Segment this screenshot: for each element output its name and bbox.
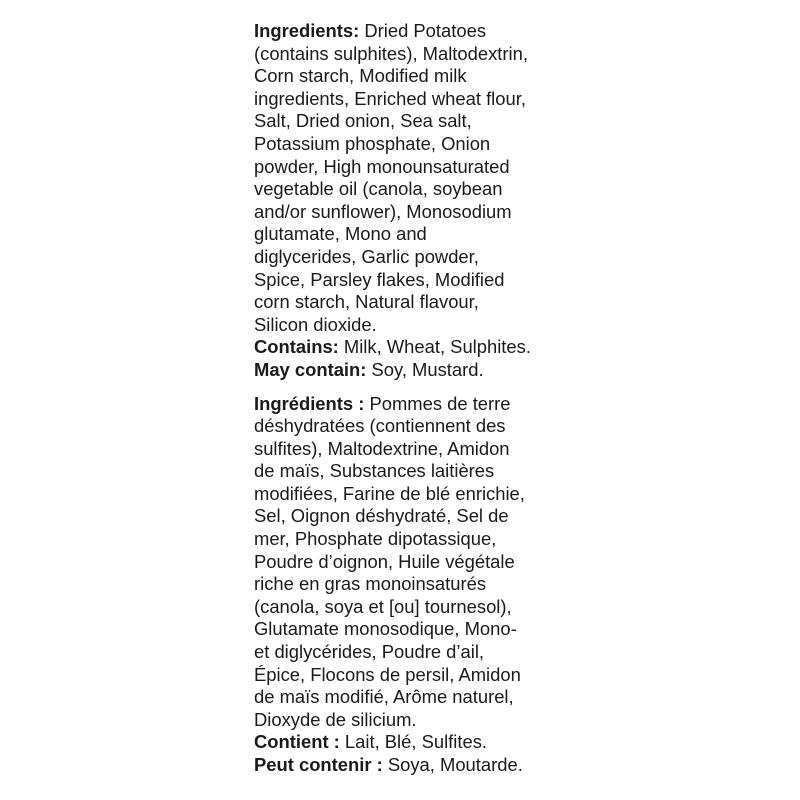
english-may-contain-statement: [254, 359, 554, 382]
english-ingredients-heading: Ingredients:: [254, 20, 360, 41]
french-ingredients-line: sulfites), Maltodextrine, Amidon: [254, 437, 510, 459]
french-ingredients-line: modifiées, Farine de blé enrichie,: [254, 482, 525, 504]
english-ingredients-section: [254, 20, 554, 382]
english-ingredients-line: corn starch, Natural flavour,: [254, 291, 479, 313]
english-ingredients-line: glutamate, Mono and: [254, 223, 427, 245]
french-ingredients-line: Épice, Flocons de persil, Amidon: [254, 663, 521, 685]
english-ingredients-line: (contains sulphites), Maltodextrin,: [254, 42, 528, 64]
english-ingredients-line: ingredients, Enriched wheat flour,: [254, 87, 526, 109]
french-may-contain-heading: Peut contenir :: [254, 754, 383, 775]
english-ingredients-line: Potassium phosphate, Onion: [254, 132, 491, 154]
english-may-contain-heading: May contain:: [254, 358, 367, 380]
french-ingredients-section: [254, 393, 554, 777]
english-ingredients-line: Corn starch, Modified milk: [254, 65, 467, 87]
english-contains-heading: Contains:: [254, 336, 339, 358]
english-contains-statement: [254, 336, 554, 359]
english-ingredients-line: diglycerides, Garlic powder,: [254, 245, 479, 267]
french-ingredients-line: mer, Phosphate dipotassique,: [254, 528, 497, 550]
french-ingredients-line: Poudre d’oignon, Huile végétale: [254, 550, 515, 572]
french-contains-statement: [254, 731, 554, 754]
english-ingredients-line: Silicon dioxide.: [254, 313, 377, 335]
french-ingredients-text: Pommes de terre: [364, 392, 511, 414]
french-ingredients-line: de maïs, Substances laitières: [254, 460, 495, 482]
french-ingredients-line: (canola, soya et [ou] tournesol),: [254, 595, 512, 617]
french-ingredients-line: Sel, Oignon déshydraté, Sel de: [254, 505, 509, 527]
french-contains-value: Lait, Blé, Sulfites.: [339, 731, 488, 753]
english-ingredients-line: and/or sunflower), Monosodium: [254, 200, 512, 222]
french-ingredients-heading: Ingrédients :: [254, 392, 365, 414]
french-ingredients-line: Dioxyde de silicium.: [254, 708, 417, 730]
english-ingredients-line: Salt, Dried onion, Sea salt,: [254, 110, 472, 132]
ingredients-label: [254, 20, 554, 777]
english-ingredients-line: powder, High monounsaturated: [254, 155, 510, 177]
english-ingredients-text: Dried Potatoes: [359, 20, 487, 41]
french-ingredients-line-1: [254, 393, 554, 416]
french-contains-heading: Contient :: [254, 731, 340, 753]
english-contains-value: Milk, Wheat, Sulphites.: [338, 336, 531, 358]
english-ingredients-line: vegetable oil (canola, soybean: [254, 178, 503, 200]
english-may-contain-value: Soy, Mustard.: [366, 358, 484, 380]
french-ingredients-line: déshydratées (contiennent des: [254, 415, 506, 437]
french-ingredients-line: de maïs modifié, Arôme naturel,: [254, 686, 514, 708]
french-ingredients-line: et diglycérides, Poudre d’ail,: [254, 641, 485, 663]
french-ingredients-line: Glutamate monosodique, Mono-: [254, 618, 517, 640]
french-may-contain-value: Soya, Moutarde.: [382, 754, 523, 775]
french-ingredients-line: riche en gras monoinsaturés: [254, 573, 487, 595]
french-may-contain-statement: [254, 754, 554, 777]
english-ingredients-line-1: [254, 20, 554, 43]
english-ingredients-line: Spice, Parsley flakes, Modified: [254, 268, 505, 290]
